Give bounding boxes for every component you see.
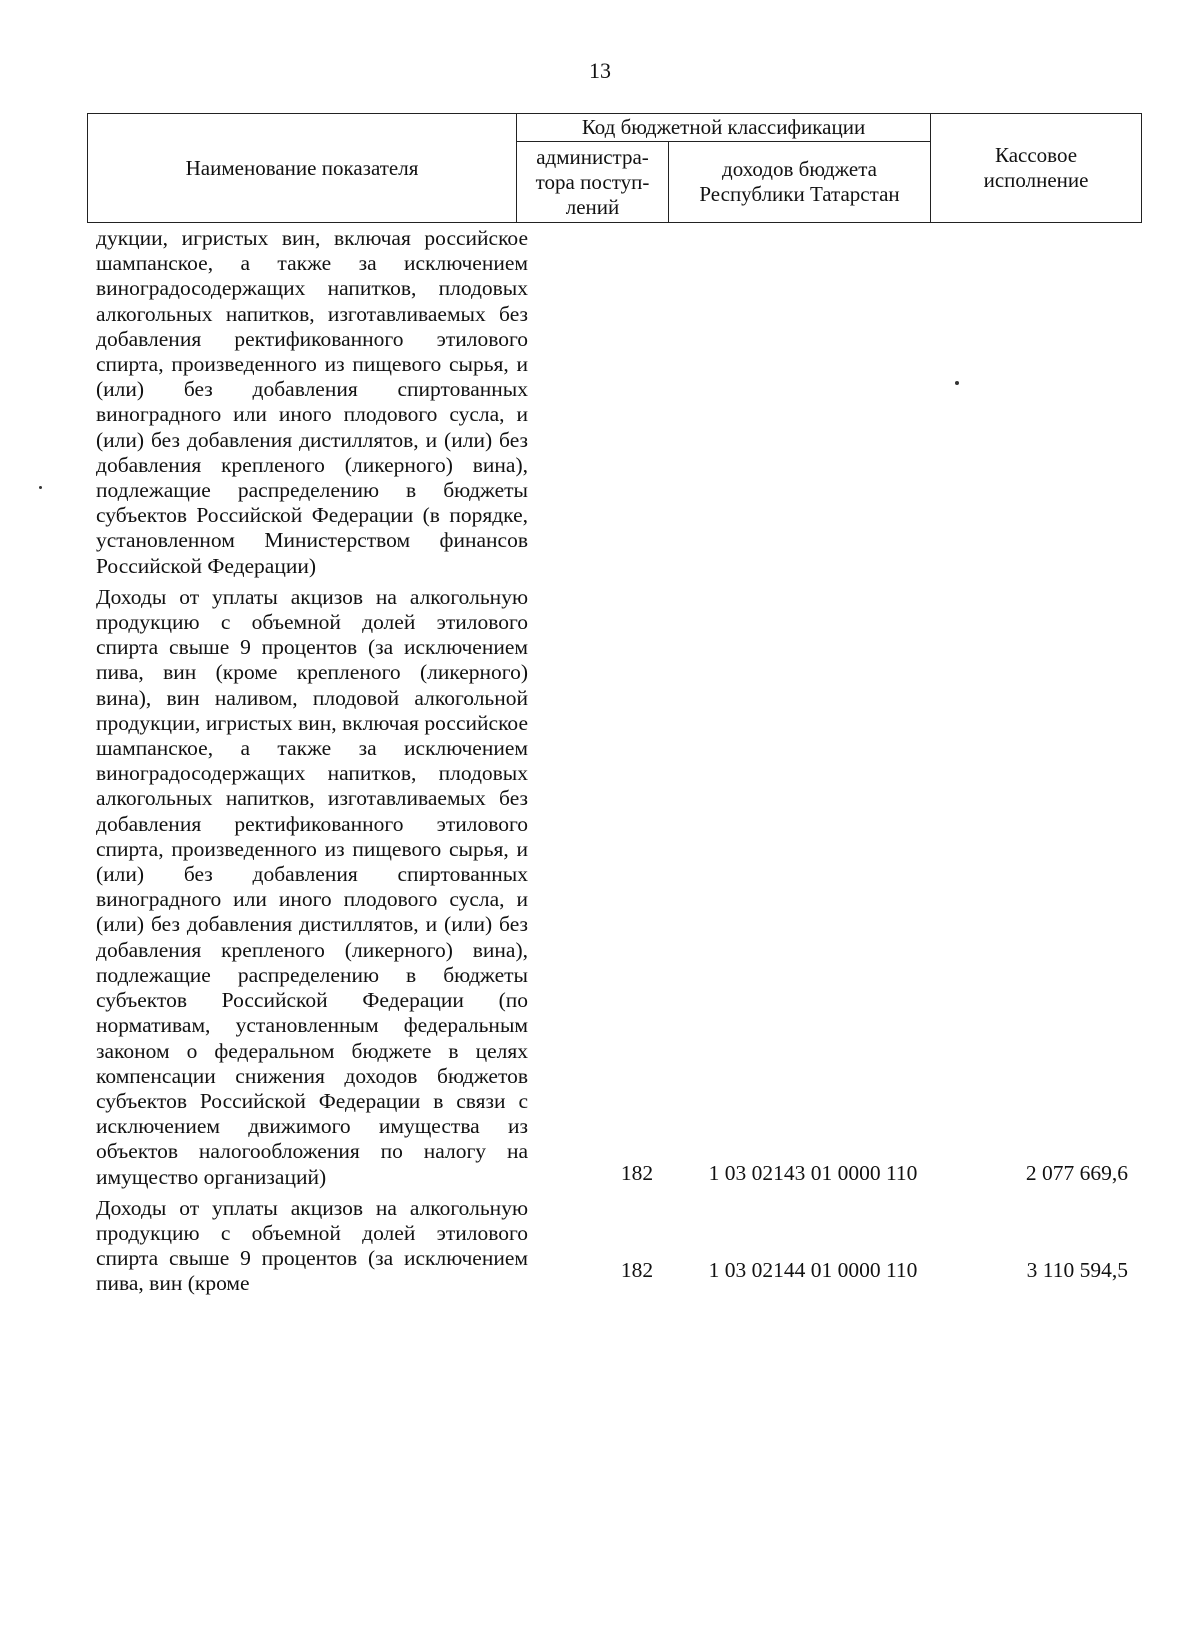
- header-execution-column: [931, 114, 1142, 223]
- row-admin-code: 182: [620, 1160, 654, 1185]
- row-income-code: 1 03 02143 01 0000 110: [708, 1160, 918, 1185]
- row-name: Доходы от уплаты акцизов на алкогольную продукцию с объемной долей этилового спирта свыше 9 процентов (за исключением пива, вин (кроме крепленого (ликерного) вина), вин наливом, плодовой алкогольной продукции, игристых вин, включая российское шампанское, а также за исключением виноградосодержащих напитков, плодовых алкогольных напитков, изготавливаемых без добавления ректификованного этилового спирта, произведенного из пищевого сырья, и (или) без добавления спиртованных виноградного или иного плодового сусла, и (или) без добавления дистиллятов, и (или) без добавления крепленого (ликерного) вина), подлежащие распределению в бюджеты субъектов Российской Федерации (по нормативам, установленным федеральным законом о федеральном бюджете в целях компенсации снижения доходов бюджетов субъектов Российской Федерации в связи с исключением движимого имущества из объектов налогообложения по налогу на имущество организаций): [96, 584, 528, 1189]
- page-number: 13: [589, 58, 611, 83]
- row-amount: 2 077 669,6: [1025, 1160, 1128, 1185]
- table-row: [96, 585, 1156, 1190]
- header-income-label: доходов бюджета Республики Татарстан: [699, 157, 900, 207]
- scan-speck: [955, 381, 959, 385]
- table-header: [87, 113, 1142, 223]
- row-income-code: 1 03 02144 01 0000 110: [708, 1257, 918, 1282]
- header-income-column: [669, 142, 931, 223]
- header-admin-label: администра-тора поступ-лений: [535, 144, 650, 219]
- header-name-column: Наименование показателя: [88, 114, 517, 223]
- scan-speck: [39, 486, 42, 489]
- row-admin-code: 182: [620, 1257, 654, 1282]
- table-body: [96, 226, 1156, 1303]
- header-execution-label: Кассовое исполнение: [983, 143, 1089, 192]
- row-name: дукции, игристых вин, включая российское шампанское, а также за исключением виноградосодержащих напитков, плодовых алкогольных напитков, изготавливаемых без добавления ректификованного этилового спирта, произведенного из пищевого сырья, и (или) без добавления спиртованных виноградного или иного плодового сусла, и (или) без добавления дистиллятов, и (или) без добавления крепленого (ликерного) вина), подлежащие распределению в бюджеты субъектов Российской Федерации (в порядке, установленном Министерством финансов Российской Федерации): [96, 226, 528, 578]
- row-amount: 3 110 594,5: [1026, 1257, 1128, 1282]
- row-name: Доходы от уплаты акцизов на алкогольную продукцию с объемной долей этилового спирта свыше 9 процентов (за исключением пива, вин (кроме: [96, 1195, 528, 1296]
- header-admin-column: [517, 142, 669, 223]
- table-row: [96, 1196, 1156, 1297]
- header-code-group: Код бюджетной классификации: [517, 114, 931, 142]
- table-row: [96, 226, 1156, 579]
